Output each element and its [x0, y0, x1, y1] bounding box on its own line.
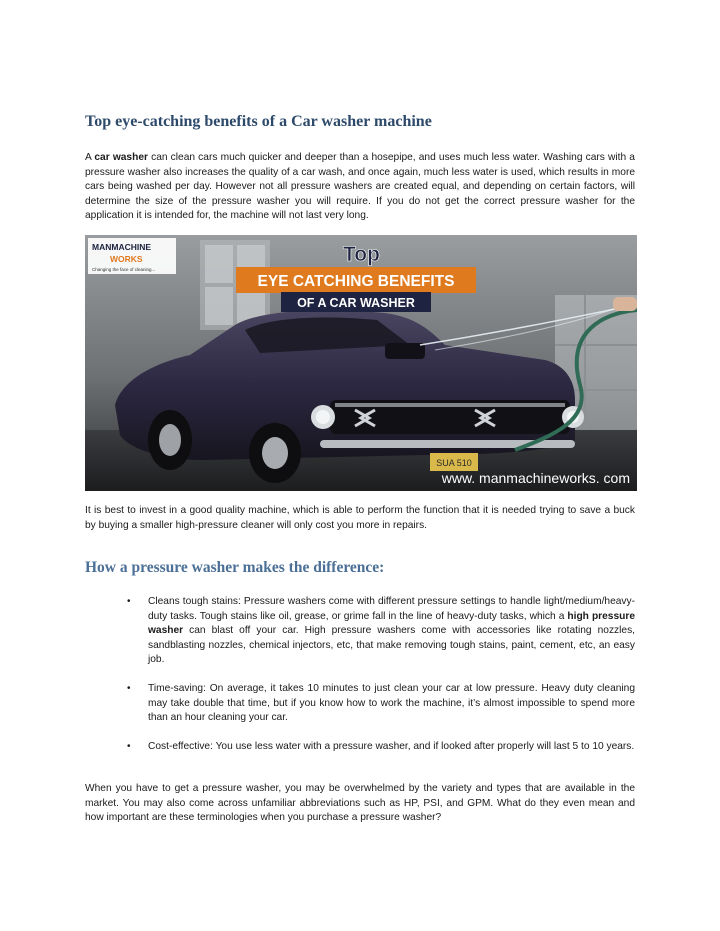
brand-logo	[88, 238, 176, 274]
logo-tagline: Changing the face of cleaning...	[92, 267, 156, 272]
hero-illustration	[85, 235, 637, 491]
section-heading: How a pressure washer makes the difference:	[85, 559, 385, 576]
intro-rest: can clean cars much quicker and deeper than a hosepipe, and uses much less water. Washing cars with a pressure washer also increases the quality of a car wash, and once again, much less water is used, which results in more cars being washed per day. However not all pressure washers are created equal, and depending on certain factors, will determine the size of the pressure washer you will require. If you do not get the correct pressure washer for the application it is intended for, the machine will not last very long.	[85, 152, 635, 222]
bullet-1-pre: Cleans tough stains: Pressure washers come with different pressure settings to handle light/medium/heavy-duty tasks. Tough stains like oil, grease, or grime fall in the line of heavy-duty tasks, which a	[148, 596, 635, 622]
bullet-2-text: Time-saving: On average, it takes 10 minutes to just clean your car at low pressure. Heavy duty cleaning may take double that time, but if you know how to work the machine, it’s almost impossible to spend more than an hour cleaning your car.	[148, 683, 635, 724]
logo-line1: MANMACHINE	[92, 242, 152, 252]
logo-line2: WORKS	[110, 254, 143, 264]
bullet-icon: •	[127, 683, 131, 694]
intro-bold-term: car washer	[94, 152, 148, 163]
bullet-1-post: can blast off your car. High pressure washers come with accessories like rotating nozzles, sandblasting nozzles, chemical injectors, etc, that make removing tough stains, paint, cement, etc, an easy job.	[148, 625, 635, 666]
intro-paragraph	[85, 151, 635, 224]
page-title: Top eye-catching benefits of a Car washer machine	[85, 113, 432, 130]
hero-website: www. manmachineworks. com	[441, 470, 630, 486]
hero-headline-top: Top	[343, 243, 380, 266]
list-item	[127, 595, 635, 668]
bullet-1-bold: high pressure washer	[148, 610, 635, 637]
hero-headline-sub: OF A CAR WASHER	[297, 296, 415, 310]
bullet-icon: •	[127, 741, 131, 752]
closing-paragraph: When you have to get a pressure washer, you may be overwhelmed by the variety and types that are available in the market. You may also come across unfamiliar abbreviations such as HP, PSI, and GPM. What do they even mean and how important are these terminologies when you purchase a pressure washer?	[85, 783, 635, 824]
hero-headline-main: EYE CATCHING BENEFITS	[257, 273, 455, 290]
plate-text: SUA 510	[436, 458, 472, 468]
list-item	[127, 740, 635, 755]
bullet-icon: •	[127, 596, 131, 607]
investment-paragraph: It is best to invest in a good quality machine, which is able to perform the function that it is needed trying to save a buck by buying a smaller high-pressure cleaner will only cost you more in repairs.	[85, 505, 635, 531]
hero-image	[85, 235, 637, 491]
intro-lead: A	[85, 152, 95, 163]
list-item	[127, 682, 635, 726]
bullet-3-text: Cost-effective: You use less water with a pressure washer, and if looked after properly will last 5 to 10 years.	[148, 741, 635, 752]
